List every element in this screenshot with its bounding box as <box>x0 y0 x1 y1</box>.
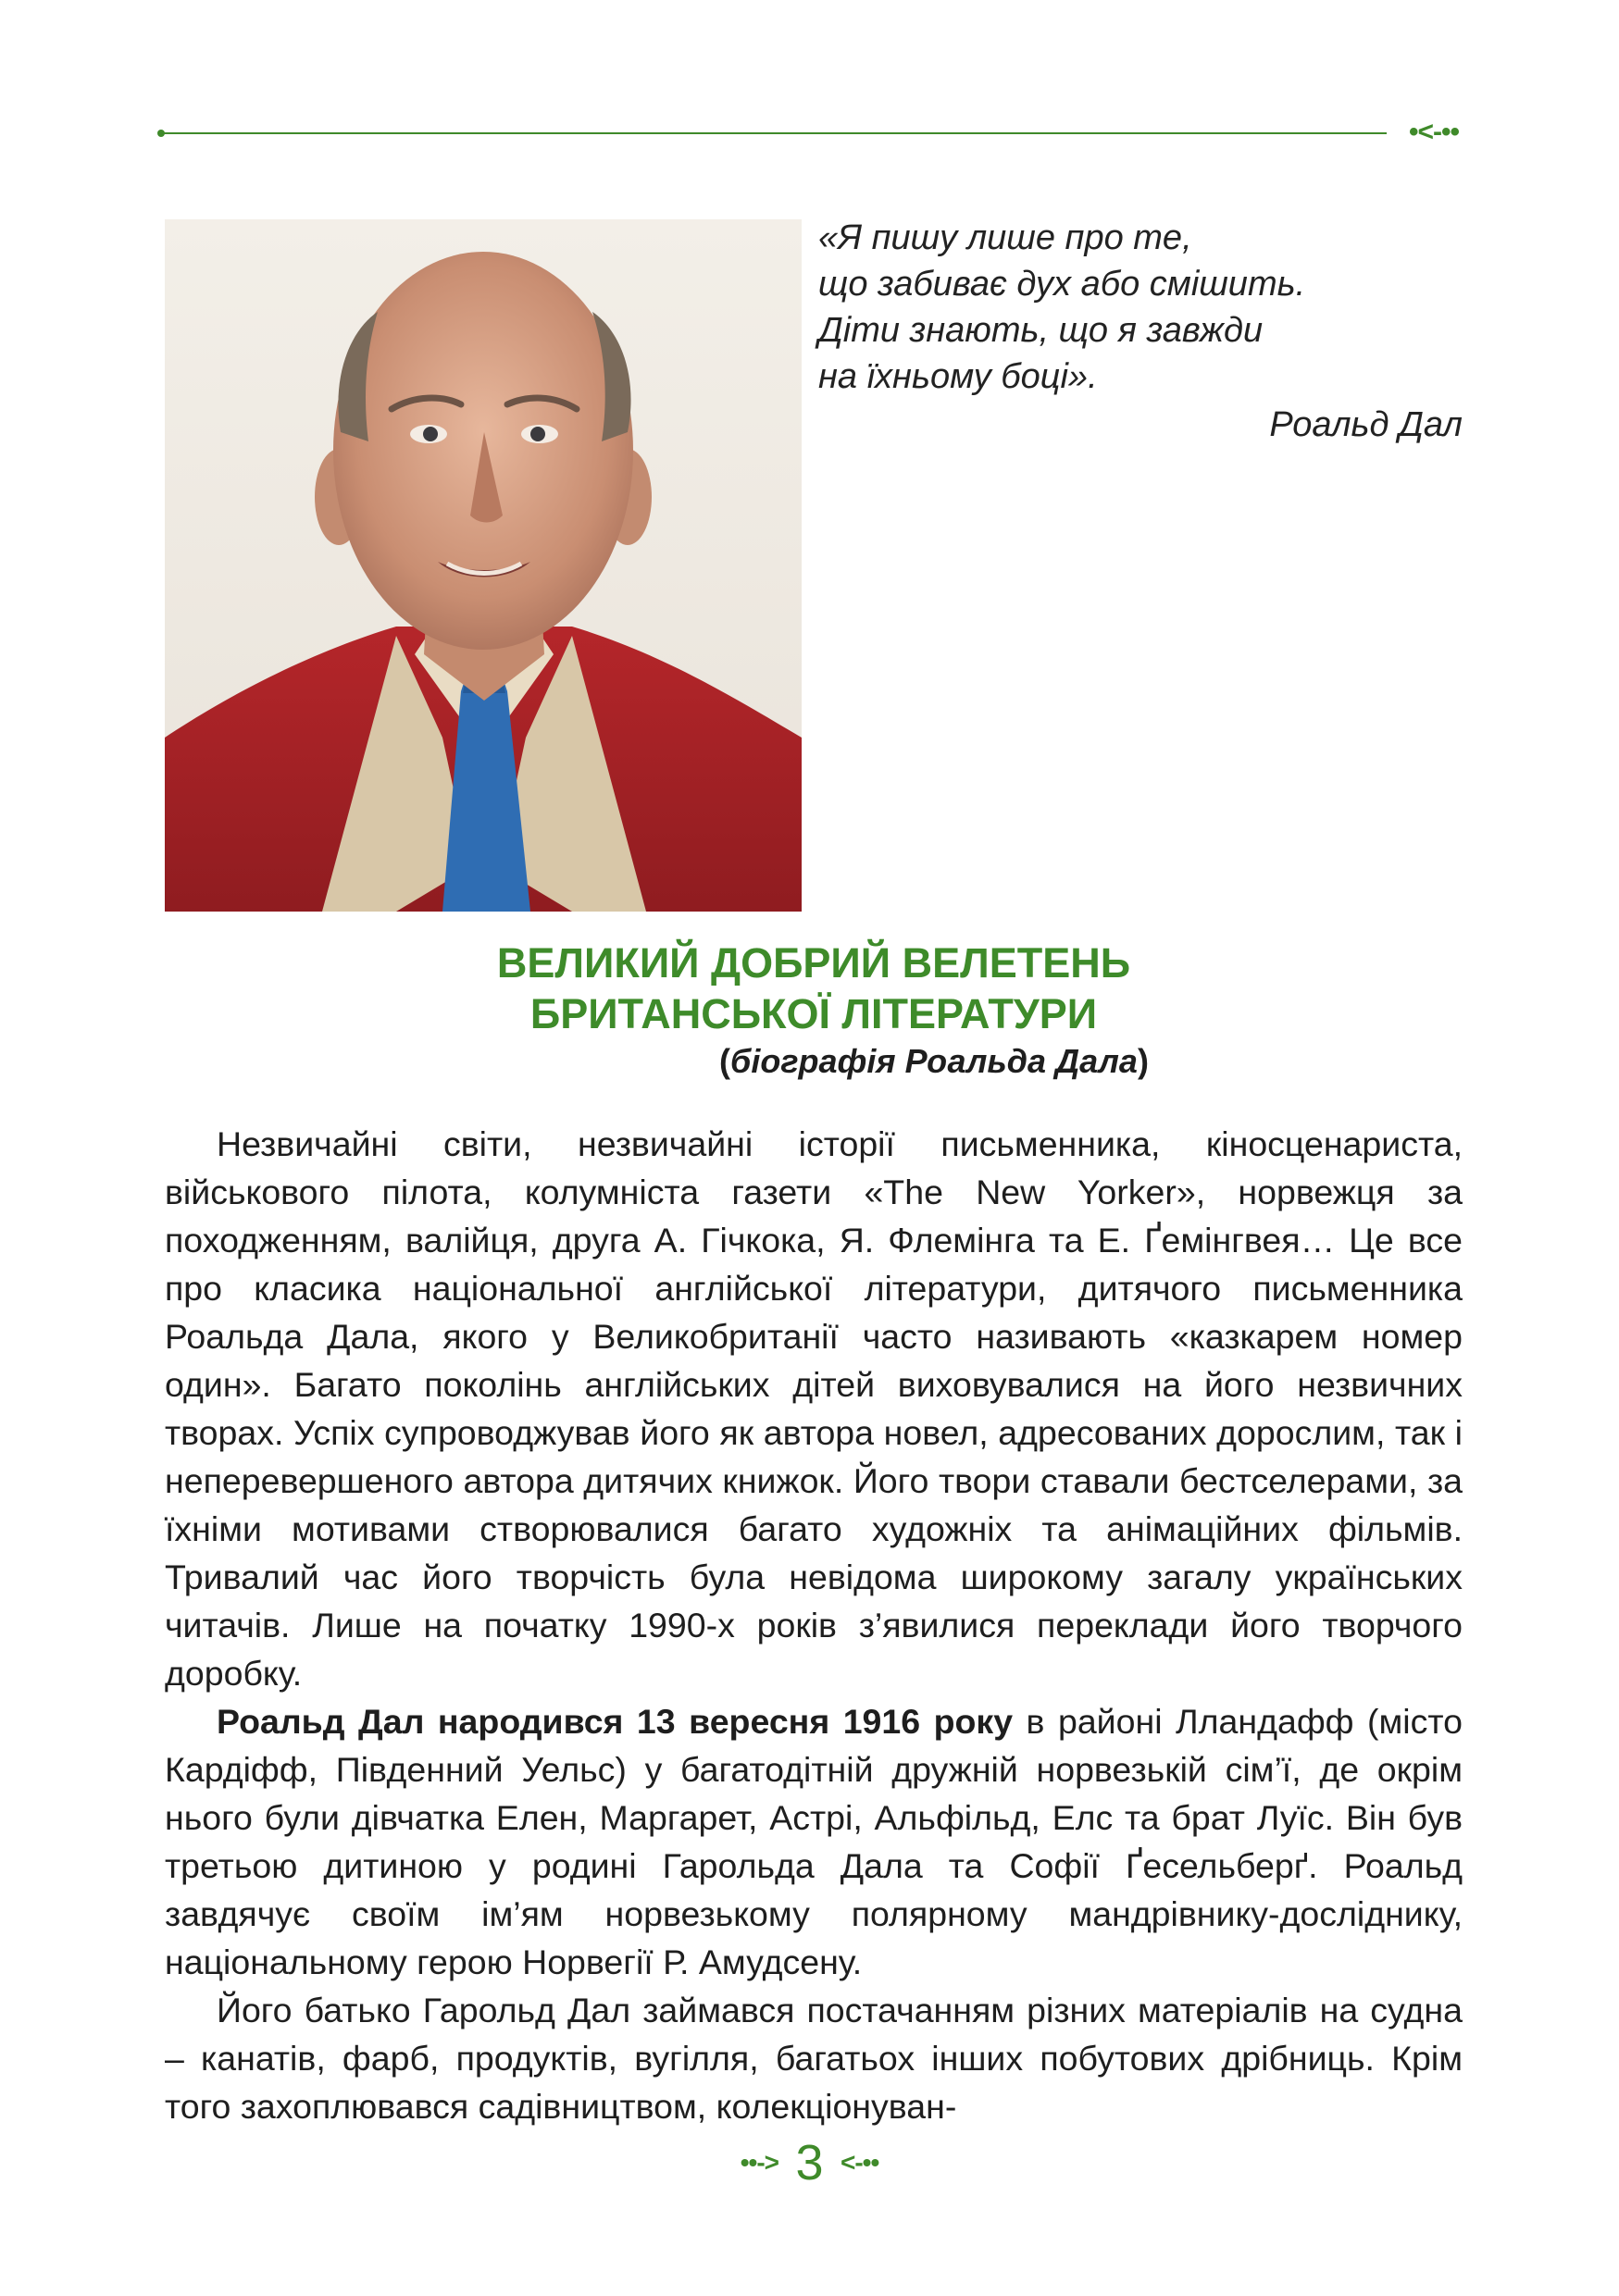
quote-author: Роальд Дал <box>1269 405 1463 444</box>
paragraph-2-text: в районі Лландафф (місто Кардіфф, Південний Уельс) у багатодітній дружній норвезькій сім’ї, де окрім нього були дівчатка Елен, Маргарет, Астрі, Альфільд, Елс та брат Луїс. Він був третьою дитиною у родині Гарольда Дала та Софії Ґесельберґ. Роальд завдячує своїм ім’ям норвезькому полярному мандрівнику-досліднику, національному герою Норвегії Р. Амудсену. <box>165 1702 1463 1981</box>
subtitle-open-paren: ( <box>719 1042 731 1080</box>
rule-ornament: •<-•• <box>1408 117 1459 147</box>
paragraph-3: Його батько Гарольд Дал займався постачанням різних матеріалів на судна – канатів, фарб, продуктів, вугілля, багатьох інших побутових дрібниць. Крім того захоплювався садівництвом, колекціонуван- <box>165 1991 1463 2126</box>
article-body <box>165 1120 1463 2130</box>
page-number: 3 <box>795 2135 824 2191</box>
author-portrait <box>165 219 802 912</box>
quote-line: на їхньому боці». <box>818 357 1098 396</box>
paragraph-2 <box>165 1697 1463 1986</box>
title-line-2: БРИТАНСЬКОЇ ЛІТЕРАТУРИ <box>529 990 1098 1037</box>
page-footer <box>0 2134 1619 2191</box>
article-heading <box>165 937 1463 1084</box>
quote-line: «Я пишу лише про те, <box>818 218 1192 257</box>
subtitle-close-paren: ) <box>1137 1042 1149 1080</box>
epigraph-quote <box>818 215 1463 448</box>
rule-line <box>163 132 1387 134</box>
birth-date-highlight: Роальд Дал народився 13 вересня 1916 року <box>217 1702 1014 1741</box>
footer-left-ornament: ••-> <box>740 2148 779 2177</box>
quote-line: Діти знають, що я завжди <box>818 311 1264 350</box>
subtitle <box>405 1039 1463 1084</box>
footer-right-ornament: <-•• <box>840 2148 879 2177</box>
top-decorative-rule <box>163 117 1459 147</box>
subtitle-text: біографія Роальда Дала <box>730 1042 1138 1080</box>
title-line-1: ВЕЛИКИЙ ДОБРИЙ ВЕЛЕТЕНЬ <box>496 939 1131 987</box>
quote-line: що забиває дух або смішить. <box>818 265 1306 304</box>
paragraph-1: Незвичайні світи, незвичайні історії письменника, кіносценариста, військового пілота, колумніста газети «The New Yorker», норвежця за походженням, валійця, друга А. Гічкока, Я. Флемінга та Е. Ґемінгвея… Це все про класика національної англійської літератури, дитячого письменника Роальда Дала, якого у Великобританії часто називають «казкарем номер один». Багато поколінь англійських дітей виховувалися на його незвичних творах. Успіх супроводжував його як автора новел, адресованих дорослим, так і неперевершеного автора дитячих книжок. Його твори ставали бестселерами, за їхніми мотивами створювалися багато художніх та анімаційних фільмів. Тривалий час його творчість була невідома широкому загалу українських читачів. Лише на початку 1990-х років з’явилися переклади його творчого доробку. <box>165 1124 1463 1693</box>
